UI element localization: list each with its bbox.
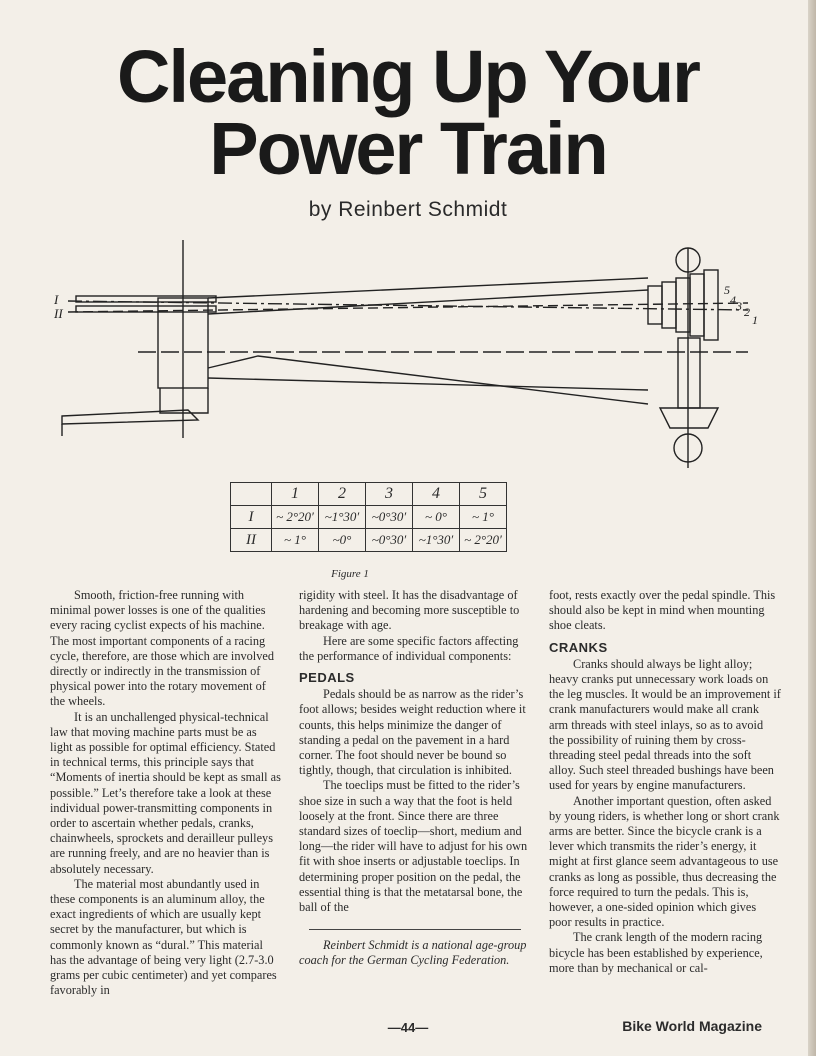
rear-hub-body (678, 338, 700, 408)
paragraph: rigidity with steel. It has the disadvantage of hardening and becoming more susceptible to breakage with age. (299, 588, 520, 633)
paragraph: The crank length of the modern racing bicycle has been established by experience, more than by mechanical or cal- (549, 930, 763, 975)
table-col-header: 5 (460, 483, 507, 506)
sprocket-4 (662, 282, 676, 328)
article-column-2 (299, 588, 531, 969)
table-corner-cell (231, 483, 272, 506)
chainstay-top-inner (208, 290, 648, 314)
chainstay-bottom (208, 378, 648, 390)
table-cell: ~ 1° (460, 506, 507, 529)
table-row (231, 506, 507, 529)
paragraph: Smooth, friction-free running with minimal power losses is one of the qualities every racing cyclist expects of his machine. The most important components of a racing cycle, therefore, are those which are involved directly or indirectly in the transmission of physical power into the rotary movement of the wheels. (50, 588, 274, 709)
table-col-header: 2 (319, 483, 366, 506)
byline: by Reinbert Schmidt (308, 198, 508, 221)
article-column-3 (549, 588, 781, 976)
table-cell: ~ 0° (413, 506, 460, 529)
section-heading-pedals: PEDALS (299, 670, 355, 686)
magazine-name: Bike World Magazine (622, 1018, 762, 1034)
table-cell: ~0° (319, 529, 366, 552)
article-title-line-1: Cleaning Up Your (117, 35, 699, 118)
table-row-label: I (231, 506, 272, 529)
section-heading-cranks: CRANKS (549, 639, 608, 655)
table-cell: ~1°30′ (413, 529, 460, 552)
figure-caption: Figure 1 (331, 568, 369, 580)
hub-flange (660, 408, 718, 428)
table-col-header: 4 (413, 483, 460, 506)
sprocket-5 (648, 286, 662, 324)
article-title-line-2: Power Train (209, 107, 607, 190)
sprocket-label-3: 3 (736, 299, 742, 313)
sprocket-2 (690, 274, 704, 336)
sprocket-label-2: 2 (744, 305, 750, 319)
table-cell: ~0°30′ (366, 506, 413, 529)
article-column-1 (50, 588, 282, 998)
table-cell: ~ 1° (272, 529, 319, 552)
paragraph: The toeclips must be fitted to the rider’s shoe size in such a way that the foot is held loosely at the front. Since there are three standard sizes of toeclip—short, medium and long—the rider will have to adjust for his own fit with shoe inserts or adjustable toeclips. In determining proper position on the pedal, the essential thing is that the metatarsal bone, the ball of the (299, 778, 528, 915)
sprocket-label-5: 5 (724, 283, 730, 297)
paragraph: The material most abundantly used in these components is an aluminum alloy, the exact ingredients of which are usually kept secret by the manufacturer, but which is commonly known as “dural.” This material has the advantage of being very light (2.7-3.0 grams per cubic centimeter) and yet compares favorably in (50, 876, 277, 998)
table-header-row (231, 483, 507, 506)
power-train-diagram (48, 238, 768, 470)
paragraph: foot, rests exactly over the pedal spindle. This should also be kept in mind when mounting shoe cleats. (549, 588, 776, 633)
paragraph: Another important question, often asked by young riders, is whether long or short crank arms are better. Since the bicycle crank is a lever which transmits the rider’s energy, it might at first glance seem advantageous to use cranks as long as possible, thus decreasing the force required to turn the pedals. This is, however, a one-sided opinion which gives poor results in practice. (549, 793, 780, 930)
footnote-divider (309, 929, 521, 930)
paragraph: Here are some specific factors affecting the performance of individual components: (299, 633, 519, 663)
table-cell: ~0°30′ (366, 529, 413, 552)
bottom-bracket-lower (160, 388, 208, 413)
table-row (231, 529, 507, 552)
paragraph: It is an unchallenged physical-technical law that moving machine parts must be as light as possible for optimal efficiency. Stated in technical terms, this principle says that “Moments of inertia should be kept as small as possible.” Let’s therefore take a look at these individual power-transmitting components in order to ascertain whether pedals, cranks, chainwheels, sprockets and derailleur pulleys are running freely, and are no heavier than is absolutely necessary. (50, 709, 281, 876)
sprocket-label-4: 4 (730, 293, 736, 307)
author-note: Reinbert Schmidt is a national age-group coach for the German Cycling Federation. (299, 938, 527, 968)
table-cell: ~ 2°20′ (272, 506, 319, 529)
paragraph: Pedals should be as narrow as the rider’s foot allows; besides weight reduction where it counts, this helps minimize the danger of standing a pedal on the pavement in a hard corner. The foot should never be bound so tightly, though, that circulation is inhibited. (299, 687, 526, 778)
table-col-header: 3 (366, 483, 413, 506)
page-edge-shadow (808, 0, 816, 1056)
line-label-2: II (54, 306, 63, 321)
chainstay-top (208, 278, 648, 298)
table-row-label: II (231, 529, 272, 552)
table-cell: ~1°30′ (319, 506, 366, 529)
sprocket-label-1: 1 (752, 313, 758, 327)
page-number: —44— (387, 1020, 429, 1035)
crank-arm (62, 410, 198, 424)
sprocket-1 (704, 270, 718, 340)
line-label-1: I (54, 292, 59, 307)
table-col-header: 1 (272, 483, 319, 506)
paragraph: Cranks should always be light alloy; heavy cranks put unnecessary work loads on the leg muscles. It would be an improvement if crank manufacturers would make all crank arm threads with steel inlays, so as to avoid the possibility of ruining them by cross-threading steel pedal threads into the soft alloy. Such steel threaded bushings have been used for years by engine manufacturers. (549, 656, 781, 793)
figure-1-table (230, 482, 507, 552)
chain-line-2 (68, 303, 748, 312)
table-cell: ~ 2°20′ (460, 529, 507, 552)
